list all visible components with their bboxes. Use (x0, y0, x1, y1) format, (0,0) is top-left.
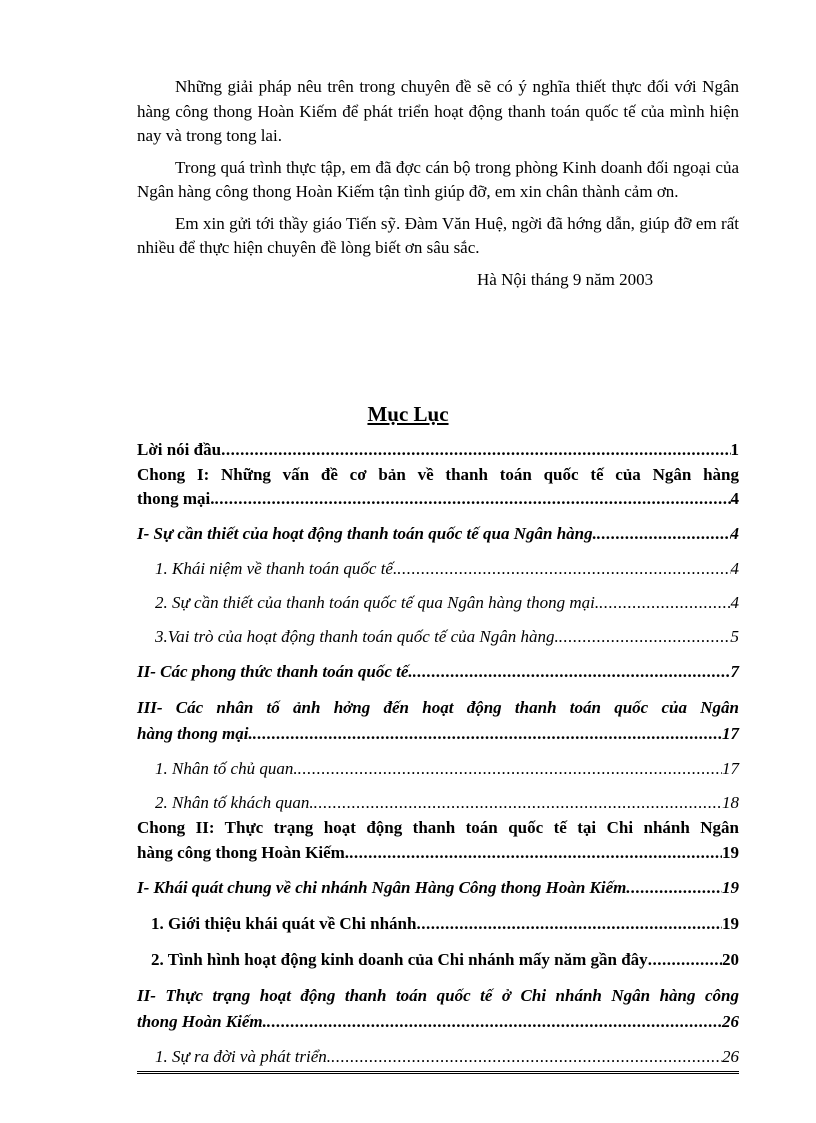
toc-entry-1-3[interactable] (137, 625, 739, 649)
toc-entry-label-line1: II- Thực trạng hoạt động thanh toán quốc tế ở Chi nhánh Ngân hàng công (137, 986, 739, 1005)
toc-entry-label: thong mại. (137, 489, 215, 508)
leader-dots (597, 521, 731, 547)
signing-date: Hà Nội tháng 9 năm 2003 (477, 269, 654, 289)
leader-dots (648, 947, 722, 973)
leader-dots (397, 557, 730, 581)
toc-entry-label-line1: Chong I: Những vấn đề cơ bản về thanh toán quốc tế của Ngân hàng (137, 465, 739, 484)
toc-entry-label: hàng công thong Hoàn Kiếm. (137, 843, 350, 862)
toc-entry-ch2-2-1[interactable] (137, 1045, 739, 1074)
toc-entry-1-2[interactable] (137, 591, 739, 615)
closing-remarks (137, 75, 739, 299)
toc-entry-label: 2. Tình hình hoạt động kinh doanh của Chi nhánh mấy năm gần đây (151, 950, 648, 969)
toc-entry-preface[interactable] (137, 437, 739, 463)
leader-dots (559, 625, 731, 649)
toc-entry-3-2[interactable] (137, 791, 739, 815)
toc-page-number: 19 (722, 878, 739, 897)
toc-page-number: 7 (730, 662, 739, 681)
toc-page-number: 18 (722, 793, 739, 812)
toc-entry-label: I- Khái quát chung về chi nhánh Ngân Hàng Công thong Hoàn Kiếm (137, 878, 627, 897)
leader-dots (253, 721, 722, 747)
leader-dots (221, 437, 730, 463)
toc-entry-ch2-1-2[interactable] (137, 947, 739, 973)
leader-dots (349, 840, 722, 865)
leader-dots (214, 487, 730, 511)
toc-page-number: 4 (730, 593, 739, 612)
toc-entry-section-1[interactable] (137, 521, 739, 547)
toc-page-number: 1 (730, 440, 739, 459)
toc-entry-1-1[interactable] (137, 557, 739, 581)
toc-page-number: 26 (722, 1047, 739, 1066)
toc-entry-label: 1. Khái niệm về thanh toán quốc tế. (155, 559, 398, 578)
toc-entry-label: thong Hoàn Kiếm. (137, 1012, 267, 1031)
toc-entry-label: 2. Nhân tố khách quan. (155, 793, 314, 812)
leader-dots (267, 1009, 722, 1035)
toc-entry-chapter-2[interactable] (137, 815, 739, 865)
toc-page-number: 4 (730, 559, 739, 578)
toc-page-number: 20 (722, 950, 739, 969)
toc-entry-label: 1. Nhân tố chủ quan. (155, 759, 298, 778)
toc-entry-label: II- Các phong thức thanh toán quốc tế. (137, 662, 413, 681)
leader-dots (413, 659, 731, 685)
toc-entry-label: 2. Sự cần thiết của thanh toán quốc tế qua Ngân hàng thong mại. (155, 593, 600, 612)
toc-entry-label: I- Sự cần thiết của hoạt động thanh toán quốc tế qua Ngân hàng. (137, 524, 597, 543)
toc-entry-ch2-section-2[interactable] (137, 983, 739, 1035)
toc-page-number: 5 (730, 627, 739, 646)
toc-entry-label: 1. Sự ra đời và phát triển. (155, 1047, 332, 1066)
leader-dots (331, 1045, 722, 1069)
toc-entry-section-3[interactable] (137, 695, 739, 747)
toc-entry-section-2[interactable] (137, 659, 739, 685)
leader-dots (314, 791, 722, 815)
leader-dots (416, 911, 722, 937)
toc-page-number: 19 (722, 914, 739, 933)
leader-dots (626, 875, 722, 901)
toc-entry-ch2-1-1[interactable] (137, 911, 739, 937)
toc-page-number: 4 (730, 524, 739, 543)
toc-entry-3-1[interactable] (137, 757, 739, 781)
table-of-contents (137, 437, 739, 1074)
paragraph-solutions: Những giải pháp nêu trên trong chuyên đề sẽ có ý nghĩa thiết thực đối với Ngân hàng công thong Hoàn Kiếm để phát triển hoạt động thanh toán quốc tế của mình hiện nay và trong tong lai. (137, 77, 739, 145)
toc-entry-label: Lời nói đầu (137, 440, 222, 459)
toc-page-number: 17 (722, 759, 739, 778)
toc-page-number: 17 (722, 724, 739, 743)
toc-entry-chapter-1[interactable] (137, 463, 739, 511)
toc-page-number: 26 (722, 1012, 739, 1031)
paragraph-thanks-advisor: Em xin gửi tới thầy giáo Tiến sỹ. Đàm Văn Huệ, ngời đã hớng dẫn, giúp đỡ em rất nhiều để thực hiện chuyên đề lòng biết ơn sâu sắc. (137, 213, 739, 257)
toc-entry-ch2-section-1[interactable] (137, 875, 739, 901)
toc-entry-label: hàng thong mại. (137, 724, 253, 743)
toc-entry-label-line1: III- Các nhân tố ảnh hởng đến hoạt động thanh toán quốc của Ngân (137, 698, 739, 717)
leader-dots (298, 757, 722, 781)
toc-title: Mục Lục (367, 402, 449, 426)
toc-entry-label-line1: Chong II: Thực trạng hoạt động thanh toán quốc tế tại Chi nhánh Ngân (137, 818, 739, 837)
toc-entry-label: 1. Giới thiệu khái quát về Chi nhánh (151, 914, 417, 933)
leader-dots (599, 591, 730, 615)
toc-page-number: 19 (722, 843, 739, 862)
paragraph-thanks-staff: Trong quá trình thực tập, em đã đợc cán bộ trong phòng Kinh doanh đối ngoại của Ngân hàng công thong Hoàn Kiếm tận tình giúp đỡ, em xin chân thành cảm ơn. (137, 157, 739, 201)
toc-page-number: 4 (730, 489, 739, 508)
toc-entry-label: 3.Vai trò của hoạt động thanh toán quốc tế của Ngân hàng. (155, 627, 559, 646)
